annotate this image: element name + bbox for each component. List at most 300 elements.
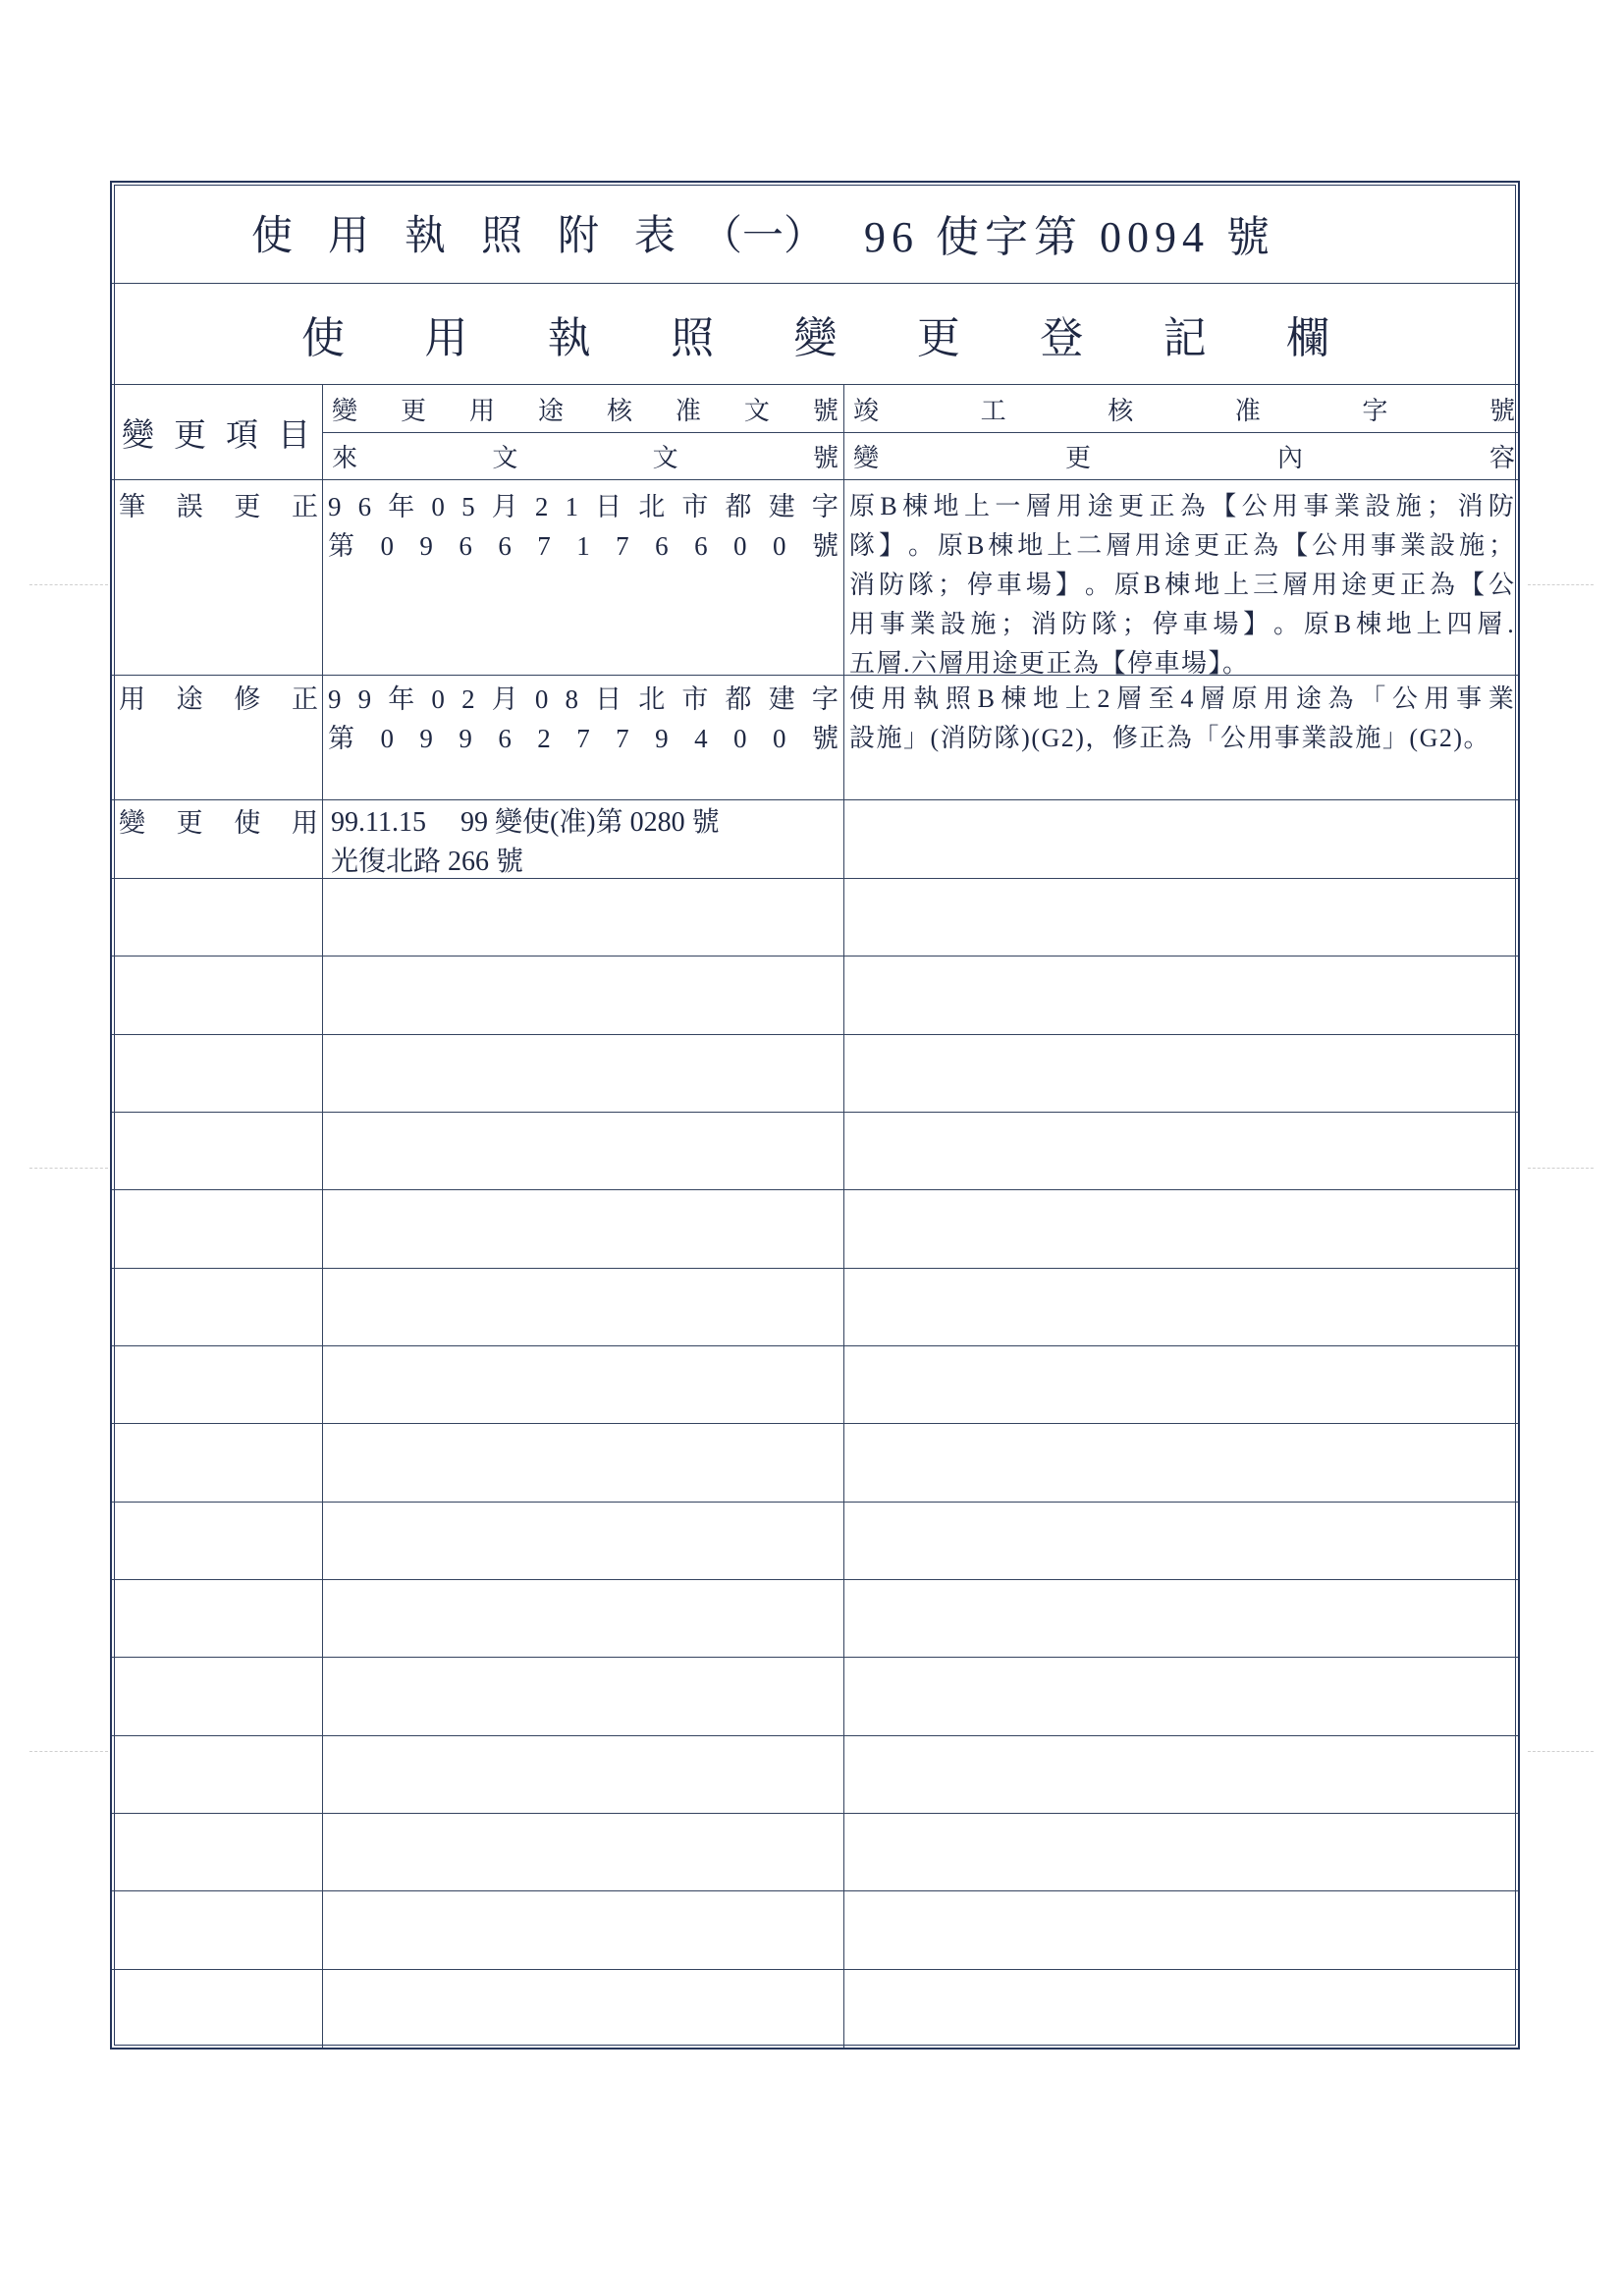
char: 用 [119,684,145,714]
char: 4 [694,724,708,753]
char: 用 [1341,531,1368,560]
row-item-cell [112,879,323,956]
row-doc-cell [323,1658,844,1734]
row-doc-cell [323,1269,844,1345]
row-doc-cell [323,800,844,878]
char: 使 [251,214,294,259]
char: 二 [1076,531,1103,560]
char: 6 [357,492,372,521]
row-item-cell [112,957,323,1033]
header-cell-item [112,385,323,479]
char: ； [1121,610,1148,638]
table-row-empty [112,1424,1518,1502]
char: 正 [1223,531,1250,560]
row-content-cell [844,879,1518,956]
scan-dash-line [29,1751,108,1752]
char: 隊 [1091,610,1117,638]
char: 層 [1025,492,1052,520]
char: 建 [768,492,795,521]
char: 業 [1333,492,1360,520]
char: 照 [671,314,715,362]
content-line [849,526,1514,566]
char: 停 [1152,610,1178,638]
char: 【 [1211,492,1237,520]
char: 執 [404,214,446,259]
char: 途 [1341,571,1368,599]
char: 途 [1295,684,1322,713]
row-item-label [119,680,318,719]
char: 】 [1055,571,1081,599]
char: 公 [1241,492,1268,520]
char: 執 [913,684,940,713]
char: 用 [1424,684,1450,713]
char: 使 [301,314,345,362]
table-row-empty [112,1891,1518,1969]
row-doc-cell [323,1503,844,1579]
char: 竣 [853,396,880,425]
char: 場 [1025,571,1052,599]
char: 至 [1148,684,1174,713]
char: 上 [1416,610,1442,638]
char: 變 [853,444,880,472]
scan-dash-line [1528,584,1594,585]
table-row-empty [112,1269,1518,1346]
char: 棟 [988,531,1014,560]
table-row-empty [112,1346,1518,1424]
char: 年 [388,492,415,521]
header-approval-no-label [332,391,839,427]
char: 1 [576,531,590,561]
char: 。 [1084,571,1110,599]
char: 公 [1488,571,1514,599]
row-content-cell [844,1190,1518,1267]
header-content-label [853,438,1515,474]
header-cell-completion-no [844,385,1518,433]
char: 隊 [849,531,876,560]
char: 文 [743,396,770,425]
row-content-cell [844,480,1518,675]
row-item-cell [112,1891,323,1968]
char: B [977,684,995,713]
char: 地 [1017,531,1044,560]
char: 來 [332,444,358,472]
char: 用 [1272,492,1299,520]
char: 6 [459,531,472,561]
row-item-label [119,487,318,526]
row-doc-cell [323,1190,844,1267]
char: 核 [1108,396,1134,425]
char: 都 [725,492,752,521]
scan-dash-line [1528,1751,1594,1752]
scan-dash-line [29,1168,108,1169]
char: 更 [1371,571,1397,599]
char: 隊 [907,571,934,599]
char: 正 [291,492,318,521]
char: 層 [1106,531,1132,560]
row-content-cell [844,1346,1518,1423]
row-content-cell [844,957,1518,1033]
char: 目 [278,417,310,454]
char: 6 [498,724,512,753]
table-row [112,676,1518,800]
content-line [849,487,1514,526]
row-item-cell [112,1814,323,1890]
char: 容 [1488,444,1515,472]
char: 更 [1064,444,1091,472]
empty-rows [112,879,1518,2048]
row-doc-cell [323,1736,844,1813]
content-line [849,566,1514,605]
char: 0 [431,492,445,521]
row-content-cell [844,676,1518,799]
header-item-label [122,410,310,456]
char: 。 [907,531,934,560]
char: 北 [638,492,666,521]
doc-line: 99.11.15 99 變使(准)第 0280 號 [331,807,720,838]
char: 0 [772,724,786,753]
row-item-cell [112,1424,323,1501]
char: 用 [1135,531,1162,560]
char: 照 [480,214,522,259]
char: 三 [1253,571,1279,599]
char: 設 [940,610,966,638]
char: 北 [638,684,666,714]
char: 文 [492,444,518,472]
char: 號 [812,396,839,425]
char: 欄 [1286,314,1329,362]
char: 消 [849,571,876,599]
char: B [1333,610,1352,638]
char: 市 [681,492,709,521]
char: 用 [849,610,876,638]
char: 公 [1391,684,1418,713]
char: 用 [1312,571,1338,599]
char: 記 [1163,314,1207,362]
char: 9 [655,724,669,753]
row-content-cell [844,1814,1518,1890]
scan-dash-line [1528,1168,1594,1169]
char: 市 [681,684,709,714]
row-doc-cell [323,1346,844,1423]
table-row-empty [112,1035,1518,1113]
row-item-cell [112,1503,323,1579]
char: 筆 [119,492,145,521]
char: 更 [400,396,426,425]
row-content-cell [844,1580,1518,1657]
char: 2 [1097,684,1110,713]
char: 為 [1327,684,1354,713]
char: 公 [1312,531,1338,560]
char: 用 [468,396,495,425]
char: 准 [1234,396,1261,425]
char: 棟 [1164,571,1191,599]
table-row-empty [112,1970,1518,2048]
char: 字 [1362,396,1388,425]
char: 2 [461,684,475,714]
char: 用 [1056,492,1083,520]
char: 四 [1446,610,1473,638]
scan-dash-line [29,584,108,585]
row-doc-cell [323,1970,844,2048]
char: ； [1427,492,1453,520]
char: 7 [616,724,629,753]
char: 車 [996,571,1022,599]
char: 業 [1488,684,1514,713]
char: 字 [811,492,839,521]
char: 施 [970,610,997,638]
char: 層 [1477,610,1503,638]
content-line [849,680,1514,719]
char: 都 [725,684,752,714]
char: 內 [1276,444,1303,472]
char: 正 [1149,492,1175,520]
char: 項 [226,417,258,454]
char: 月 [491,492,518,521]
char: 事 [1303,492,1329,520]
char: 號 [811,531,839,561]
char: 1 [565,492,578,521]
permit-change-register-table [110,181,1520,2050]
row-doc-cell [323,1113,844,1189]
char: 9 [419,724,433,753]
row-content-cell [844,1424,1518,1501]
char: 用 [327,214,369,259]
row-item-cell [112,1269,323,1345]
char: 0 [380,531,394,561]
char: 業 [909,610,936,638]
table-row-empty [112,1580,1518,1658]
char: 業 [1400,531,1427,560]
char: 原 [1231,684,1258,713]
char: 為 [1430,571,1456,599]
char: 地 [1194,571,1220,599]
header-completion-no-label [853,391,1515,427]
char: 途 [1164,531,1191,560]
table-row-empty [112,1190,1518,1268]
char: 更 [174,417,206,454]
char: 場 [1213,610,1239,638]
char: 上 [963,492,990,520]
char: 變 [332,396,358,425]
char: 【 [1282,531,1309,560]
char: 更 [1194,531,1220,560]
char: 設 [1430,531,1456,560]
char: 工 [980,396,1006,425]
row-item-cell [112,1736,323,1813]
table-row-empty [112,957,1518,1034]
char: 施 [1459,531,1486,560]
char: 地 [933,492,959,520]
char: 上 [1064,684,1091,713]
char: 車 [1182,610,1209,638]
char: 地 [1385,610,1412,638]
char: 原 [1303,610,1329,638]
char: 0 [733,531,747,561]
char: . [1507,610,1514,638]
row-item-cell [112,1580,323,1657]
header-incoming-no-label [332,438,839,474]
row-doc-cell [323,1891,844,1968]
char: 9 [328,684,342,714]
char: 准 [675,396,701,425]
doc-line: 光復北路 266 號 [331,847,524,877]
char: 號 [811,724,839,753]
char: ； [1488,531,1514,560]
char: 9 [357,684,372,714]
header-cell-content [844,433,1518,479]
row-doc-cell [323,480,844,675]
char: 設 [1365,492,1391,520]
char: 上 [1223,571,1250,599]
char: 用 [1264,684,1290,713]
char: 字 [811,684,839,714]
char: 表 [633,214,676,259]
char: 更 [916,314,960,362]
char: 更 [176,808,203,838]
title-paren: （一） [701,214,826,259]
char: 防 [878,571,904,599]
char: 9 [459,724,472,753]
char: 事 [879,610,905,638]
char: 執 [547,314,591,362]
char: 登 [1040,314,1084,362]
char: 正 [1400,571,1427,599]
char: 】 [1243,610,1270,638]
char: 消 [1031,610,1057,638]
char: 用 [881,684,907,713]
char: 事 [1456,684,1483,713]
char: 更 [234,492,261,521]
char: 號 [812,444,839,472]
table-row [112,800,1518,879]
char: 日 [595,684,622,714]
table-header [112,385,1518,480]
char: 日 [595,492,622,521]
row-item-cell [112,480,323,675]
doc-line [328,487,839,526]
char: 文 [652,444,678,472]
char: 原 [937,531,963,560]
char: 事 [1371,531,1397,560]
row-item-cell [112,1346,323,1423]
table-row-empty [112,1503,1518,1580]
row-item-cell [112,1035,323,1112]
row-item-cell [112,800,323,878]
row-content-cell [844,1503,1518,1579]
row-content-cell [844,1658,1518,1734]
header-cell-approval-no [323,385,844,433]
char: ； [937,571,963,599]
char: 更 [1117,492,1144,520]
row-item-cell [112,1113,323,1189]
char: 途 [1087,492,1113,520]
char: 原 [849,492,876,520]
char: 第 [328,724,354,753]
table-row-empty [112,1658,1518,1735]
char: 用 [424,314,468,362]
header-cell-incoming-no [323,433,844,479]
title-prefix [251,203,676,262]
char: 修 [234,684,261,714]
char: 4 [1180,684,1194,713]
doc-line [328,680,839,719]
char: 層 [1282,571,1309,599]
char: B [1143,571,1162,599]
char: 途 [537,396,564,425]
subtitle [301,302,1329,365]
char: 正 [291,684,318,714]
char: 核 [606,396,632,425]
row-content-cell [844,1736,1518,1813]
table-row-empty [112,1113,1518,1190]
char: 用 [291,808,318,838]
row-item-label [119,803,318,843]
row-doc-cell [323,1580,844,1657]
row-doc-cell [323,879,844,956]
char: B [880,492,897,520]
char: 消 [1457,492,1484,520]
char: 層 [1116,684,1143,713]
char: 6 [498,531,512,561]
char: 年 [388,684,415,714]
content-line: 五層.六層用途更正為【停車場】。 [849,649,1250,675]
char: 7 [616,531,629,561]
char: 層 [1199,684,1225,713]
char: B [966,531,985,560]
row-doc-cell [323,676,844,799]
char: 9 [328,492,342,521]
row-doc-cell [323,1814,844,1890]
char: 為 [1253,531,1279,560]
char: 號 [1488,396,1515,425]
char: 原 [1113,571,1140,599]
char: 棟 [902,492,929,520]
doc-line [328,526,839,566]
char: 防 [1061,610,1088,638]
char: 0 [733,724,747,753]
content-line: 設施」(消防隊)(G2)，修正為「公用事業設施」(G2)。 [849,724,1491,752]
row-content-cell [844,1970,1518,2048]
char: 地 [1033,684,1059,713]
char: 「 [1360,684,1386,713]
row-doc-cell [323,1424,844,1501]
char: 途 [176,684,203,714]
char: 第 [328,531,354,561]
char: 使 [849,684,876,713]
row-doc-cell [323,1035,844,1112]
char: 5 [461,492,475,521]
char: 9 [419,531,433,561]
char: 2 [534,492,549,521]
row-content-cell [844,1891,1518,1968]
table-row-empty [112,879,1518,957]
char: 。 [1273,610,1300,638]
row-item-cell [112,1970,323,2048]
char: 施 [1395,492,1422,520]
char: 附 [557,214,599,259]
char: 7 [576,724,590,753]
char: 0 [380,724,394,753]
row-item-cell [112,1658,323,1734]
table-row-empty [112,1736,1518,1814]
row-item-cell [112,1190,323,1267]
char: 【 [1459,571,1486,599]
title-row [112,183,1518,284]
permit-number: 96 使字第 0094 號 [864,213,1276,261]
char: 照 [945,684,971,713]
char: 建 [768,684,795,714]
table-row [112,480,1518,676]
